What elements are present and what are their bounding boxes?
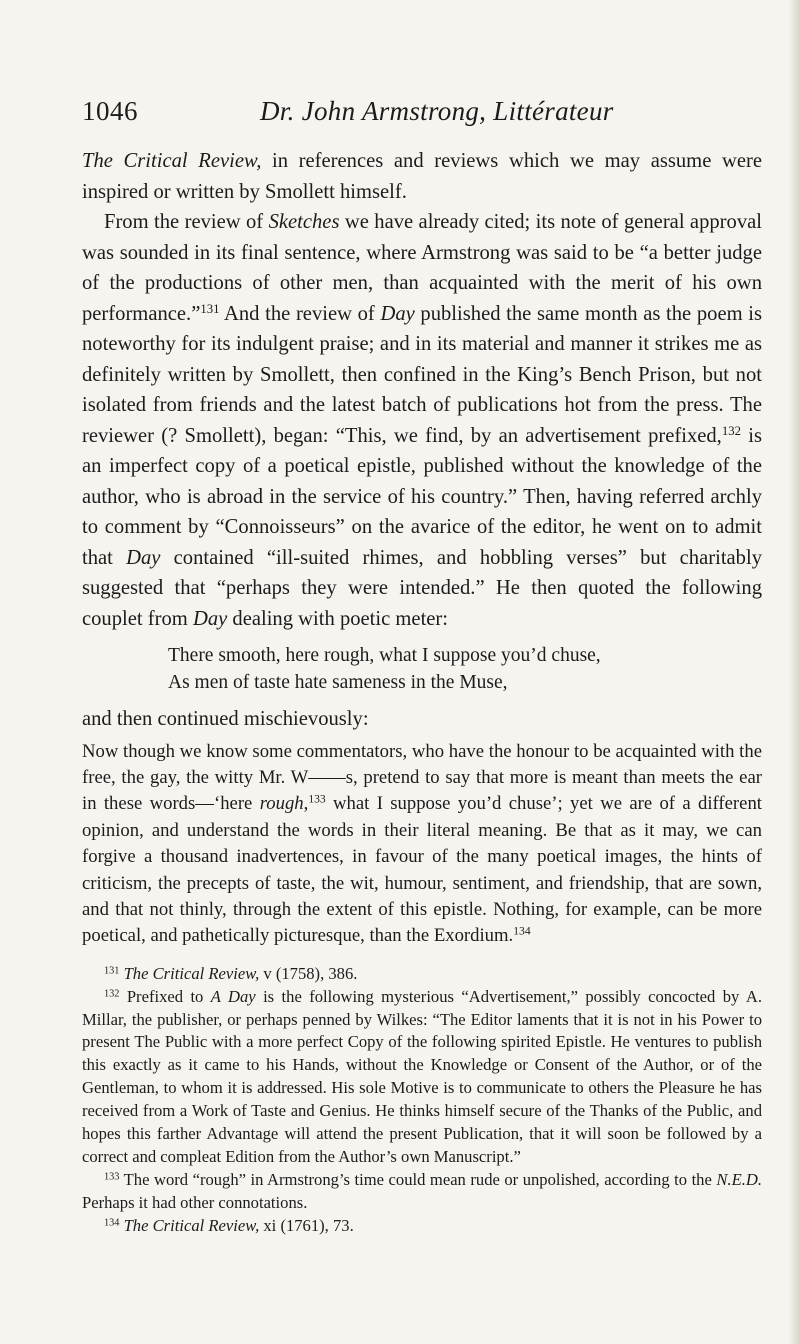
page-edge-shadow: [788, 0, 800, 1344]
verse-line-1: There smooth, here rough, what I suppose you’d chuse,: [168, 645, 601, 666]
main-text: [82, 146, 762, 634]
footnotes: [82, 963, 762, 1238]
footnote-134: $^{134}$ The Critical Review, xi (1761), 73.: [104, 1215, 354, 1235]
running-header: [82, 96, 762, 130]
footnote-ref-134[interactable]: 134: [513, 924, 531, 938]
footnote-ref-131[interactable]: 131: [200, 301, 220, 316]
block-quote: Now though we know some commentators, who have the honour to be acquainted with the free, the gay, the witty Mr. W——s, pretend to say that more is meant than meets the ear in these words—‘here rough,$^{133}$ what I suppose you’d chuse’; yet we are of a different opinion, and understand the words in their literal meaning. Be that as it may, we can forgive a thousand inadvertences, in favour of the many poetical images, the hints of criticism, the precepts of taste, the wit, humour, sentiment, and friendship, that are sown, and that not thinly, through the extent of this epistle. Nothing, for example, can be more poetical, and pathetically picturesque, than the Exordium.$^{134}$: [82, 740, 762, 947]
footnote-132: $^{132}$ Prefixed to A Day is the following mysterious “Advertisement,” possibly concocted by A. Millar, the publisher, or perhaps penned by Wilkes: “The Editor laments that it is not in his Power to present The Public with a more perfect Copy of the following spirited Epistle. He ventures to publish this exactly as it came to his Hands, without the Knowledge or Consent of the Author, or of the Gentleman, to whom it is addressed. His sole Motive is to communicate to others the Pleasure he has received from a Work of Taste and Genius. He thinks himself secure of the Thanks of the Public, and hopes this farther Advantage will attend the present Publication, that it will soon be followed by a correct and compleat Edition from the Author’s own Manuscript.”: [82, 986, 762, 1166]
journal-title: The Critical Review,: [82, 150, 262, 172]
verse-line-2: As men of taste hate sameness in the Muse,: [168, 672, 508, 693]
running-title: Dr. John Armstrong, Littérateur: [260, 96, 614, 126]
continuation-line: and then continued mischievously:: [82, 708, 369, 730]
footnote-ref-132[interactable]: 132: [721, 423, 741, 438]
page-number: 1046: [82, 96, 138, 126]
paragraph-2: From the review of Sketches we have already cited; its note of general approval was sounded in its final sentence, where Armstrong was said to be “a better judge of the productions of other men, than acquainted with the merit of his own performance.”$^{131}$ And the review of Day published the same month as the poem is noteworthy for its indulgent praise; and in its material and manner it strikes me as definitely written by Smollett, then confined in the King’s Bench Prison, but not isolated from friends and the latest batch of publications hot from the press. The reviewer (? Smollett), began: “This, we find, by an advertisement prefixed,$^{132}$ is an imperfect copy of a poetical epistle, published without the knowledge of the author, who is abroad in the service of his country.” Then, having referred archly to comment by “Connoisseurs” on the avarice of the editor, he went on to admit that Day contained “ill-suited rhimes, and hobbling verses” but charitably suggested that “perhaps they were intended.” He then quoted the following couplet from Day dealing with poetic meter:: [82, 211, 762, 630]
footnote-ref-133[interactable]: 133: [308, 792, 326, 806]
footnote-133: $^{133}$ The word “rough” in Armstrong’s time could mean rude or unpolished, according to the N.E.D. Perhaps it had other connotations.: [82, 1169, 762, 1212]
page-body: [82, 146, 762, 1238]
paragraph-1: The Critical Review, in references and reviews which we may assume were inspired or written by Smollett himself.: [82, 150, 762, 203]
footnote-131: $^{131}$ The Critical Review, v (1758), 386.: [104, 963, 358, 983]
verse-couplet: [168, 642, 762, 696]
